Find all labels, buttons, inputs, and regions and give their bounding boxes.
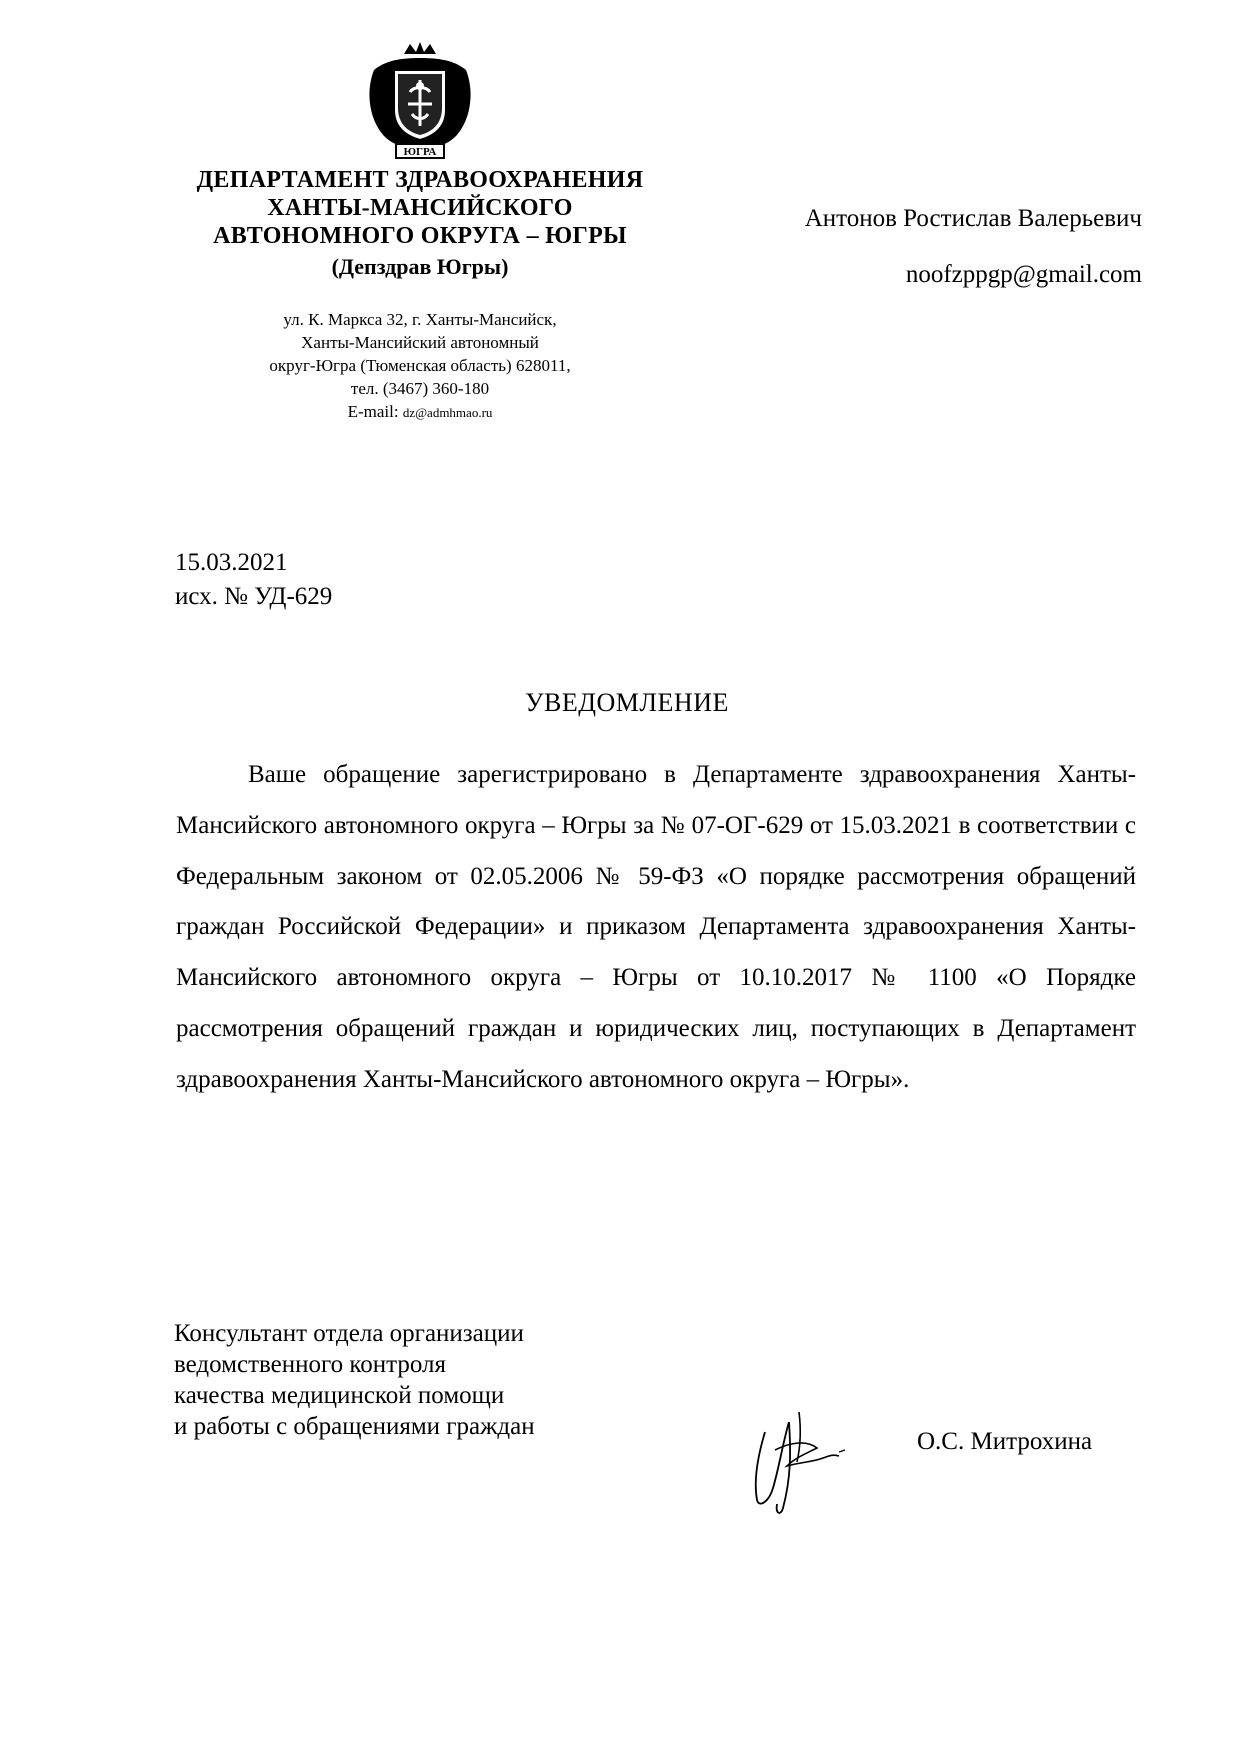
org-address <box>148 308 692 424</box>
org-email-line <box>148 400 692 424</box>
recipient-block <box>805 204 1142 290</box>
email-prefix: E-mail: <box>347 402 403 421</box>
svg-text:ЮГРА: ЮГРА <box>403 146 437 158</box>
position-line-2: ведомственного контроля <box>174 1351 447 1378</box>
document-title: УВЕДОМЛЕНИЕ <box>525 688 729 717</box>
outgoing-number: исх. № УД-629 <box>175 583 333 610</box>
position-line-4: и работы с обращениями граждан <box>174 1413 535 1440</box>
document-date: 15.03.2021 <box>175 549 288 576</box>
org-email[interactable]: dz@admhmao.ru <box>402 405 493 420</box>
signer-name: О.С. Митрохина <box>917 1428 1093 1455</box>
organization-header <box>148 166 692 424</box>
org-name-line-2: ХАНТЫ-МАНСИЙСКОГО <box>267 195 573 221</box>
document-meta <box>175 546 332 614</box>
recipient-email[interactable]: noofzppgp@gmail.com <box>905 261 1142 288</box>
recipient-name: Антонов Ростислав Валерьевич <box>804 205 1142 232</box>
address-line-4: тел. (3467) 360-180 <box>350 379 490 398</box>
coat-of-arms-icon <box>360 40 480 164</box>
org-name-line-1: ДЕПАРТАМЕНТ ЗДРАВООХРАНЕНИЯ <box>196 167 644 193</box>
signatory-position <box>174 1318 535 1442</box>
address-line-3: округ-Югра (Тюменская область) 628011, <box>269 356 571 375</box>
body-paragraph: Ваше обращение зарегистрировано в Департаменте здравоохранения Ханты-Мансийского автономного округа – Югры за № 07-ОГ-629 от 15.03.2021 в соответствии с Федеральным законом от 02.05.2006 № 59-ФЗ «О порядке рассмотрения обращений граждан Российской Федерации» и приказом Департамента здравоохранения Ханты-Мансийского автономного округа – Югры от 10.10.2017 № 1100 «О Порядке рассмотрения обращений граждан и юридических лиц, поступающих в Департамент здравоохранения Ханты-Мансийского автономного округа – Югры». <box>176 761 1136 1093</box>
position-line-1: Консультант отдела организации <box>174 1320 524 1347</box>
address-line-1: ул. К. Маркса 32, г. Ханты-Мансийск, <box>283 310 557 329</box>
org-short-name: (Депздрав Югры) <box>331 254 509 279</box>
handwritten-signature-icon <box>735 1392 865 1522</box>
address-line-2: Ханты-Мансийский автономный <box>301 333 539 352</box>
position-line-3: качества медицинской помощи <box>174 1382 505 1409</box>
document-body <box>176 750 1136 1106</box>
org-name-line-3: АВТОНОМНОГО ОКРУГА – ЮГРЫ <box>213 223 627 249</box>
